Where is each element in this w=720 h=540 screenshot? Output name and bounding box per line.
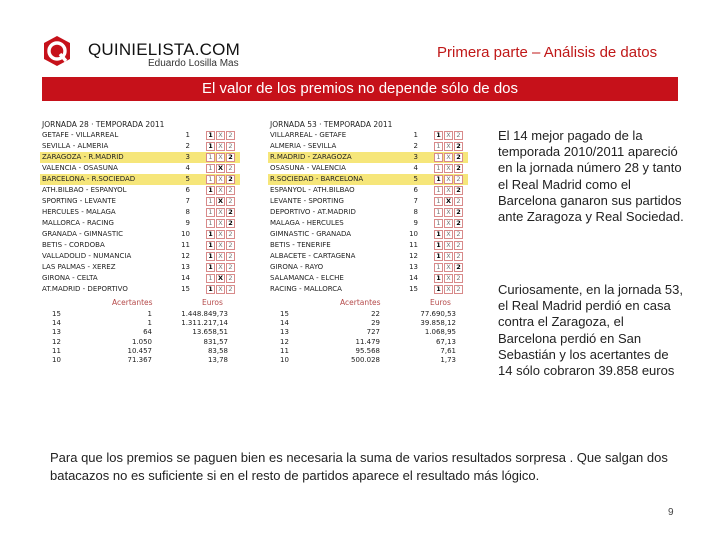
sign-box-2: 2 xyxy=(226,230,235,239)
match-number: 1 xyxy=(185,131,190,139)
sign-box-2: 2 xyxy=(226,285,235,294)
quinielista-logo-icon xyxy=(40,34,74,68)
match-number: 6 xyxy=(413,186,418,194)
sign-box-2: 2 xyxy=(454,241,463,250)
match-name: AT.MADRID - DEPORTIVO xyxy=(42,285,128,293)
sign-box-1: 1 xyxy=(434,142,443,151)
prize-euros: 1.448.849,73 xyxy=(181,310,228,318)
sign-box-2: 2 xyxy=(226,274,235,283)
match-row xyxy=(268,218,468,229)
sign-box-2: 2 xyxy=(454,131,463,140)
match-name: MALAGA - HERCULES xyxy=(270,219,344,227)
prize-euros: 77.690,53 xyxy=(420,310,456,318)
sign-box-1: 1 xyxy=(206,285,215,294)
jornada-53-title: JORNADA 53 · TEMPORADA 2011 xyxy=(270,120,393,129)
match-name: SPORTING - LEVANTE xyxy=(42,197,116,205)
match-number: 5 xyxy=(413,175,418,183)
match-row xyxy=(40,262,240,273)
sign-box-1: 1 xyxy=(434,252,443,261)
page-number: 9 xyxy=(668,507,674,518)
prize-euros: 67,13 xyxy=(435,337,456,346)
match-name: ESPANYOL - ATH.BILBAO xyxy=(270,186,355,194)
match-row xyxy=(40,273,240,284)
sign-box-1: 1 xyxy=(206,164,215,173)
acertantes-header: Acertantes xyxy=(112,298,153,307)
prize-hits: 15 xyxy=(52,310,61,318)
match-number: 13 xyxy=(409,263,418,271)
match-row xyxy=(268,273,468,284)
prize-hits: 13 xyxy=(280,328,289,337)
match-number: 10 xyxy=(181,230,190,238)
jornada-28-title: JORNADA 28 · TEMPORADA 2011 xyxy=(42,120,165,129)
match-row xyxy=(268,196,468,207)
prize-hits: 15 xyxy=(280,310,289,318)
sign-box-1: 1 xyxy=(206,219,215,228)
prize-winners: 64 xyxy=(143,328,152,337)
sign-box-1: 1 xyxy=(434,219,443,228)
sign-box-2: 2 xyxy=(454,285,463,294)
sign-box-1: 1 xyxy=(434,285,443,294)
match-number: 8 xyxy=(413,208,418,216)
match-row xyxy=(40,130,240,141)
sign-box-2: 2 xyxy=(454,208,463,217)
match-number: 4 xyxy=(413,164,418,172)
sign-box-2: 2 xyxy=(454,164,463,173)
prize-hits: 10 xyxy=(52,355,61,364)
sign-box-x: X xyxy=(217,164,223,172)
section-title: Primera parte – Análisis de datos xyxy=(437,44,658,61)
sign-box-2: 2 xyxy=(226,241,235,250)
jornada-28-prize-header xyxy=(40,298,240,310)
sign-box-2: 2 xyxy=(454,197,463,206)
match-row xyxy=(268,240,468,251)
match-number: 12 xyxy=(409,252,418,260)
match-number: 2 xyxy=(413,142,418,150)
match-name: VALLADOLID - NUMANCIA xyxy=(42,252,132,260)
prize-winners: 95.568 xyxy=(355,346,380,355)
match-row xyxy=(268,174,468,185)
match-row xyxy=(268,284,468,295)
sign-box-1: 1 xyxy=(434,263,443,272)
prize-hits: 14 xyxy=(280,319,289,328)
sign-box-1: 1 xyxy=(206,142,215,151)
match-row xyxy=(40,174,240,185)
match-number: 5 xyxy=(185,175,190,183)
match-name: BETIS - CORDOBA xyxy=(42,241,105,249)
match-row xyxy=(40,251,240,262)
match-name: HERCULES - MALAGA xyxy=(42,208,116,216)
sign-box-1: 1 xyxy=(434,186,443,195)
sign-box-x: X xyxy=(216,142,225,151)
prize-hits: 12 xyxy=(280,337,289,346)
sign-box-x: X xyxy=(444,142,453,151)
match-row xyxy=(268,163,468,174)
match-name: BETIS - TENERIFE xyxy=(270,241,331,249)
match-row xyxy=(40,218,240,229)
prize-winners: 10.457 xyxy=(127,346,152,355)
match-name: GRANADA - GIMNASTIC xyxy=(42,230,124,238)
euros-header: Euros xyxy=(430,298,451,307)
match-name: RACING - MALLORCA xyxy=(270,285,342,293)
match-number: 14 xyxy=(181,274,190,282)
sign-box-2: 2 xyxy=(226,263,235,272)
jornada-53-prizes xyxy=(268,310,468,365)
sign-box-1: 1 xyxy=(434,175,443,184)
sign-box-x: X xyxy=(444,219,453,228)
match-row xyxy=(40,229,240,240)
sign-box-x: X xyxy=(445,197,451,205)
sign-box-1: 1 xyxy=(434,153,443,162)
match-row xyxy=(268,207,468,218)
sign-box-1: 1 xyxy=(434,241,443,250)
jornada-28-rows xyxy=(40,130,240,295)
sign-box-x: X xyxy=(216,241,225,250)
sign-box-1: 1 xyxy=(206,153,215,162)
sign-box-1: 1 xyxy=(206,197,215,206)
sign-box-2: 2 xyxy=(226,175,235,184)
sign-box-2: 2 xyxy=(226,208,235,217)
match-number: 11 xyxy=(181,241,190,249)
sign-box-1: 1 xyxy=(206,175,215,184)
results-scan xyxy=(40,120,488,414)
jornada-53-table xyxy=(268,120,468,365)
prize-euros: 7,61 xyxy=(440,346,456,355)
sign-box-1: 1 xyxy=(434,208,443,217)
sign-box-2: 2 xyxy=(226,164,235,173)
match-number: 7 xyxy=(185,197,190,205)
prize-winners: 500.028 xyxy=(351,355,380,364)
jornada-28-prizes xyxy=(40,310,240,365)
sign-box-x: X xyxy=(216,285,225,294)
match-number: 9 xyxy=(185,219,190,227)
match-name: VALENCIA - OSASUNA xyxy=(42,164,118,172)
match-number: 14 xyxy=(409,274,418,282)
match-row xyxy=(40,196,240,207)
prize-winners: 29 xyxy=(371,319,380,328)
match-number: 3 xyxy=(413,153,418,161)
explanation-paragraph-1: El 14 mejor pagado de la temporada 2010/2011 apareció en la jornada número 28 y tanto el Real Madrid como el Barcelona ganaron sus partidos ante Zaragoza y Real Sociedad. xyxy=(498,128,684,225)
match-number: 10 xyxy=(409,230,418,238)
match-name: MALLORCA - RACING xyxy=(42,219,114,227)
match-row xyxy=(268,141,468,152)
jornada-53-rows xyxy=(268,130,468,295)
match-row xyxy=(268,152,468,163)
prize-hits: 14 xyxy=(52,319,61,328)
acertantes-header: Acertantes xyxy=(340,298,381,307)
sign-box-x: X xyxy=(444,153,453,162)
match-name: DEPORTIVO - AT.MADRID xyxy=(270,208,356,216)
sign-box-x: X xyxy=(444,274,453,283)
match-name: OSASUNA - VALENCIA xyxy=(270,164,346,172)
prize-euros: 13,78 xyxy=(207,355,228,364)
prize-row xyxy=(40,328,240,337)
match-name: R.SOCIEDAD - BARCELONA xyxy=(270,175,364,183)
match-row xyxy=(268,262,468,273)
prize-row xyxy=(40,319,240,328)
sign-box-x: X xyxy=(216,263,225,272)
match-name: BARCELONA - R.SOCIEDAD xyxy=(42,175,136,183)
slide-banner: El valor de los premios no depende sólo de dos xyxy=(42,77,678,101)
match-name: ZARAGOZA - R.MADRID xyxy=(42,153,124,161)
match-name: SALAMANCA - ELCHE xyxy=(270,274,344,282)
prize-winners: 71.367 xyxy=(127,355,152,364)
sign-box-x: X xyxy=(444,175,453,184)
jornada-28-table xyxy=(40,120,240,365)
match-number: 4 xyxy=(185,164,190,172)
prize-hits: 13 xyxy=(52,328,61,337)
prize-euros: 83,58 xyxy=(207,346,228,355)
sign-box-2: 2 xyxy=(454,252,463,261)
sign-box-2: 2 xyxy=(226,186,235,195)
match-name: LAS PALMAS - XEREZ xyxy=(42,263,116,271)
match-name: ALMERIA - SEVILLA xyxy=(270,142,337,150)
sign-box-x: X xyxy=(444,241,453,250)
prize-euros: 1,73 xyxy=(440,355,456,364)
match-name: GETAFE - VILLARREAL xyxy=(42,131,119,139)
match-name: LEVANTE - SPORTING xyxy=(270,197,344,205)
match-row xyxy=(40,163,240,174)
match-number: 11 xyxy=(409,241,418,249)
match-number: 2 xyxy=(185,142,190,150)
sign-box-x: X xyxy=(216,153,225,162)
sign-box-x: X xyxy=(216,219,225,228)
prize-winners: 1 xyxy=(147,319,152,328)
sign-box-2: 2 xyxy=(454,219,463,228)
sign-box-1: 1 xyxy=(206,208,215,217)
sign-box-2: 2 xyxy=(454,175,463,184)
sign-box-x: X xyxy=(216,208,225,217)
sign-box-2: 2 xyxy=(226,197,235,206)
sign-box-x: X xyxy=(444,164,453,173)
match-name: GIRONA - RAYO xyxy=(270,263,324,271)
match-row xyxy=(268,229,468,240)
match-number: 7 xyxy=(413,197,418,205)
sign-box-x: X xyxy=(216,186,225,195)
explanation-paragraph-2: Curiosamente, en la jornada 53, el Real Madrid perdió en casa contra el Zaragoza, el Barcelona perdió en San Sebastián y los acertantes de 14 sólo cobraron 39.858 euros xyxy=(498,282,684,379)
prize-row xyxy=(268,328,468,337)
sign-box-1: 1 xyxy=(206,274,215,283)
sign-box-1: 1 xyxy=(206,263,215,272)
sign-box-1: 1 xyxy=(206,252,215,261)
sign-box-2: 2 xyxy=(226,252,235,261)
prize-winners: 11.479 xyxy=(355,337,380,346)
sign-box-2: 2 xyxy=(454,186,463,195)
prize-row xyxy=(40,338,240,347)
sign-box-x: X xyxy=(216,175,225,184)
match-row xyxy=(40,207,240,218)
sign-box-2: 2 xyxy=(454,153,463,162)
match-name: SEVILLA - ALMERIA xyxy=(42,142,109,150)
prize-winners: 22 xyxy=(371,310,380,318)
prize-winners: 727 xyxy=(366,328,380,337)
sign-box-x: X xyxy=(444,230,453,239)
sign-box-1: 1 xyxy=(206,186,215,195)
sign-box-1: 1 xyxy=(434,230,443,239)
sign-box-2: 2 xyxy=(454,142,463,151)
sign-box-x: X xyxy=(217,274,223,282)
sign-box-x: X xyxy=(444,285,453,294)
match-name: ALBACETE - CARTAGENA xyxy=(270,252,356,260)
sign-box-x: X xyxy=(444,186,453,195)
prize-hits: 12 xyxy=(52,337,61,346)
prize-euros: 13.658,51 xyxy=(192,328,228,337)
prize-winners: 1 xyxy=(147,310,152,318)
prize-euros: 1.311.217,14 xyxy=(181,319,228,328)
sign-box-1: 1 xyxy=(206,241,215,250)
sign-box-1: 1 xyxy=(434,164,443,173)
sign-box-1: 1 xyxy=(434,274,443,283)
prize-hits: 11 xyxy=(280,346,289,355)
match-number: 3 xyxy=(185,153,190,161)
match-row xyxy=(40,284,240,295)
match-number: 6 xyxy=(185,186,190,194)
match-name: ATH.BILBAO - ESPANYOL xyxy=(42,186,127,194)
match-name: R.MADRID - ZARAGOZA xyxy=(270,153,352,161)
prize-row xyxy=(268,338,468,347)
jornada-53-prize-header xyxy=(268,298,468,310)
match-number: 1 xyxy=(413,131,418,139)
match-row xyxy=(40,141,240,152)
prize-hits: 11 xyxy=(52,346,61,355)
sign-box-2: 2 xyxy=(454,274,463,283)
match-name: GIMNASTIC - GRANADA xyxy=(270,230,352,238)
prize-euros: 39.858,12 xyxy=(420,319,456,328)
match-row xyxy=(40,240,240,251)
sign-box-2: 2 xyxy=(226,131,235,140)
match-row xyxy=(268,185,468,196)
match-name: GIRONA - CELTA xyxy=(42,274,98,282)
match-row xyxy=(40,152,240,163)
sign-box-2: 2 xyxy=(454,263,463,272)
match-number: 15 xyxy=(409,285,418,293)
prize-row xyxy=(268,319,468,328)
prize-row xyxy=(268,356,468,365)
prize-row xyxy=(268,310,468,319)
sign-box-2: 2 xyxy=(226,142,235,151)
sign-box-1: 1 xyxy=(434,197,443,206)
euros-header: Euros xyxy=(202,298,223,307)
match-number: 8 xyxy=(185,208,190,216)
prize-hits: 10 xyxy=(280,355,289,364)
prize-row xyxy=(40,347,240,356)
sign-box-2: 2 xyxy=(226,219,235,228)
match-row xyxy=(268,251,468,262)
sign-box-2: 2 xyxy=(226,153,235,162)
match-number: 12 xyxy=(181,252,190,260)
match-name: VILLARREAL - GETAFE xyxy=(270,131,347,139)
sign-box-x: X xyxy=(216,230,225,239)
sign-box-1: 1 xyxy=(434,131,443,140)
prize-euros: 831,57 xyxy=(203,337,228,346)
prize-euros: 1.068,95 xyxy=(424,328,456,337)
match-row xyxy=(40,185,240,196)
conclusion-paragraph: Para que los premios se paguen bien es necesaria la suma de varios resultados sorpresa . Que salgan dos batacazos no es suficiente si en el resto de partidos aparece el resultado más lógico. xyxy=(50,450,668,484)
sign-box-x: X xyxy=(216,252,225,261)
sign-box-1: 1 xyxy=(206,131,215,140)
prize-row xyxy=(40,356,240,365)
prize-row xyxy=(40,310,240,319)
sign-box-x: X xyxy=(444,252,453,261)
sign-box-2: 2 xyxy=(454,230,463,239)
prize-row xyxy=(268,347,468,356)
author-name: Eduardo Losilla Mas xyxy=(148,58,239,69)
sign-box-x: X xyxy=(444,263,453,272)
match-row xyxy=(268,130,468,141)
sign-box-x: X xyxy=(217,197,223,205)
sign-box-x: X xyxy=(444,208,453,217)
match-number: 15 xyxy=(181,285,190,293)
sign-box-x: X xyxy=(444,131,453,140)
sign-box-x: X xyxy=(216,131,225,140)
match-number: 9 xyxy=(413,219,418,227)
brand-name: QUINIELISTA.COM xyxy=(88,40,240,59)
sign-box-1: 1 xyxy=(206,230,215,239)
prize-winners: 1.050 xyxy=(131,337,152,346)
match-number: 13 xyxy=(181,263,190,271)
